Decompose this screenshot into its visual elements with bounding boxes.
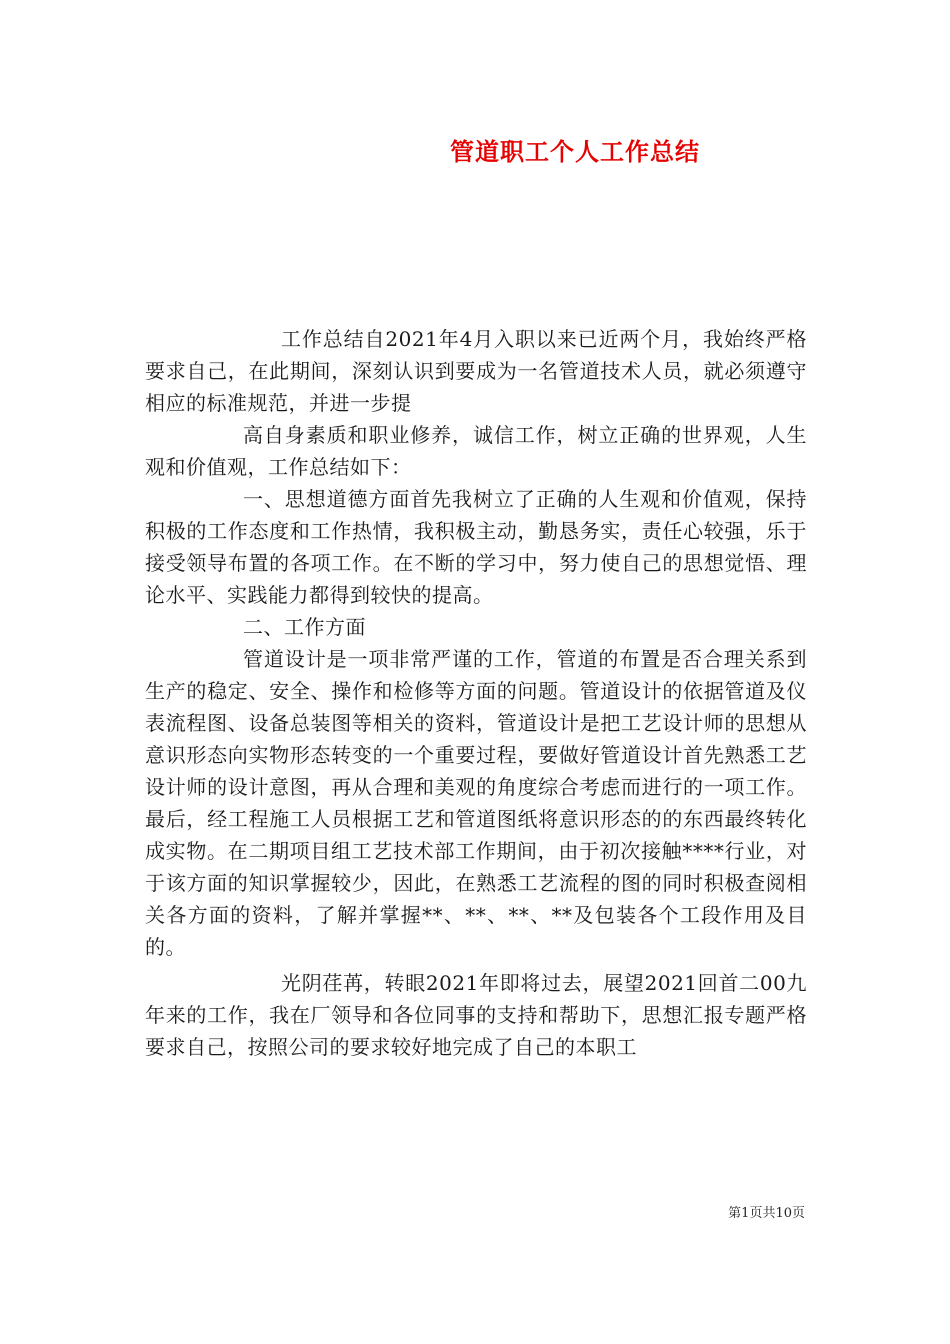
paragraph-review: 光阴荏苒，转眼2021年即将过去，展望2021回首二00九年来的工作，我在厂领导和各位同事的支持和帮助下，思想汇报专题严格要求自己，按照公司的要求较好地完成了自己的本职工 <box>145 971 807 1059</box>
paragraph-section-2: 管道设计是一项非常严谨的工作，管道的布置是否合理关系到生产的稳定、安全、操作和检修等方面的问题。管道设计的依据管道及仪表流程图、设备总装图等相关的资料，管道设计是把工艺设计师的思想从意识形态向实物形态转变的一个重要过程，要做好管道设计首先熟悉工艺设计师的设计意图，再从合理和美观的角度综合考虑而进行的一项工作。最后，经工程施工人员根据工艺和管道图纸将意识形态的的东西最终转化成实物。在二期项目组工艺技术部工作期间，由于初次接触****行业，对于该方面的知识掌握较少，因此，在熟悉工艺流程的图的同时积极查阅相关各方面的资料，了解并掌握**、**、**、**及包装各个工段作用及目的。 <box>145 647 807 959</box>
document-body <box>145 323 807 1063</box>
paragraph-section-1: 一、思想道德方面首先我树立了正确的人生观和价值观，保持积极的工作态度和工作热情，我积极主动，勤恳务实，责任心较强，乐于接受领导布置的各项工作。在不断的学习中，努力使自己的思想觉悟、理论水平、实践能力都得到较快的提高。 <box>145 487 807 607</box>
document-title: 管道职工个人工作总结 <box>450 137 700 166</box>
section-heading-2: 二、工作方面 <box>243 615 366 639</box>
paragraph-intro-cont: 高自身素质和职业修养，诚信工作，树立正确的世界观，人生观和价值观，工作总结如下： <box>145 423 807 479</box>
page-number-footer: 第1页共10页 <box>728 1206 805 1221</box>
paragraph-intro: 工作总结自2021年4月入职以来已近两个月，我始终严格要求自己，在此期间，深刻认识到要成为一名管道技术人员，就必须遵守相应的标准规范，并进一步提 <box>145 327 807 415</box>
